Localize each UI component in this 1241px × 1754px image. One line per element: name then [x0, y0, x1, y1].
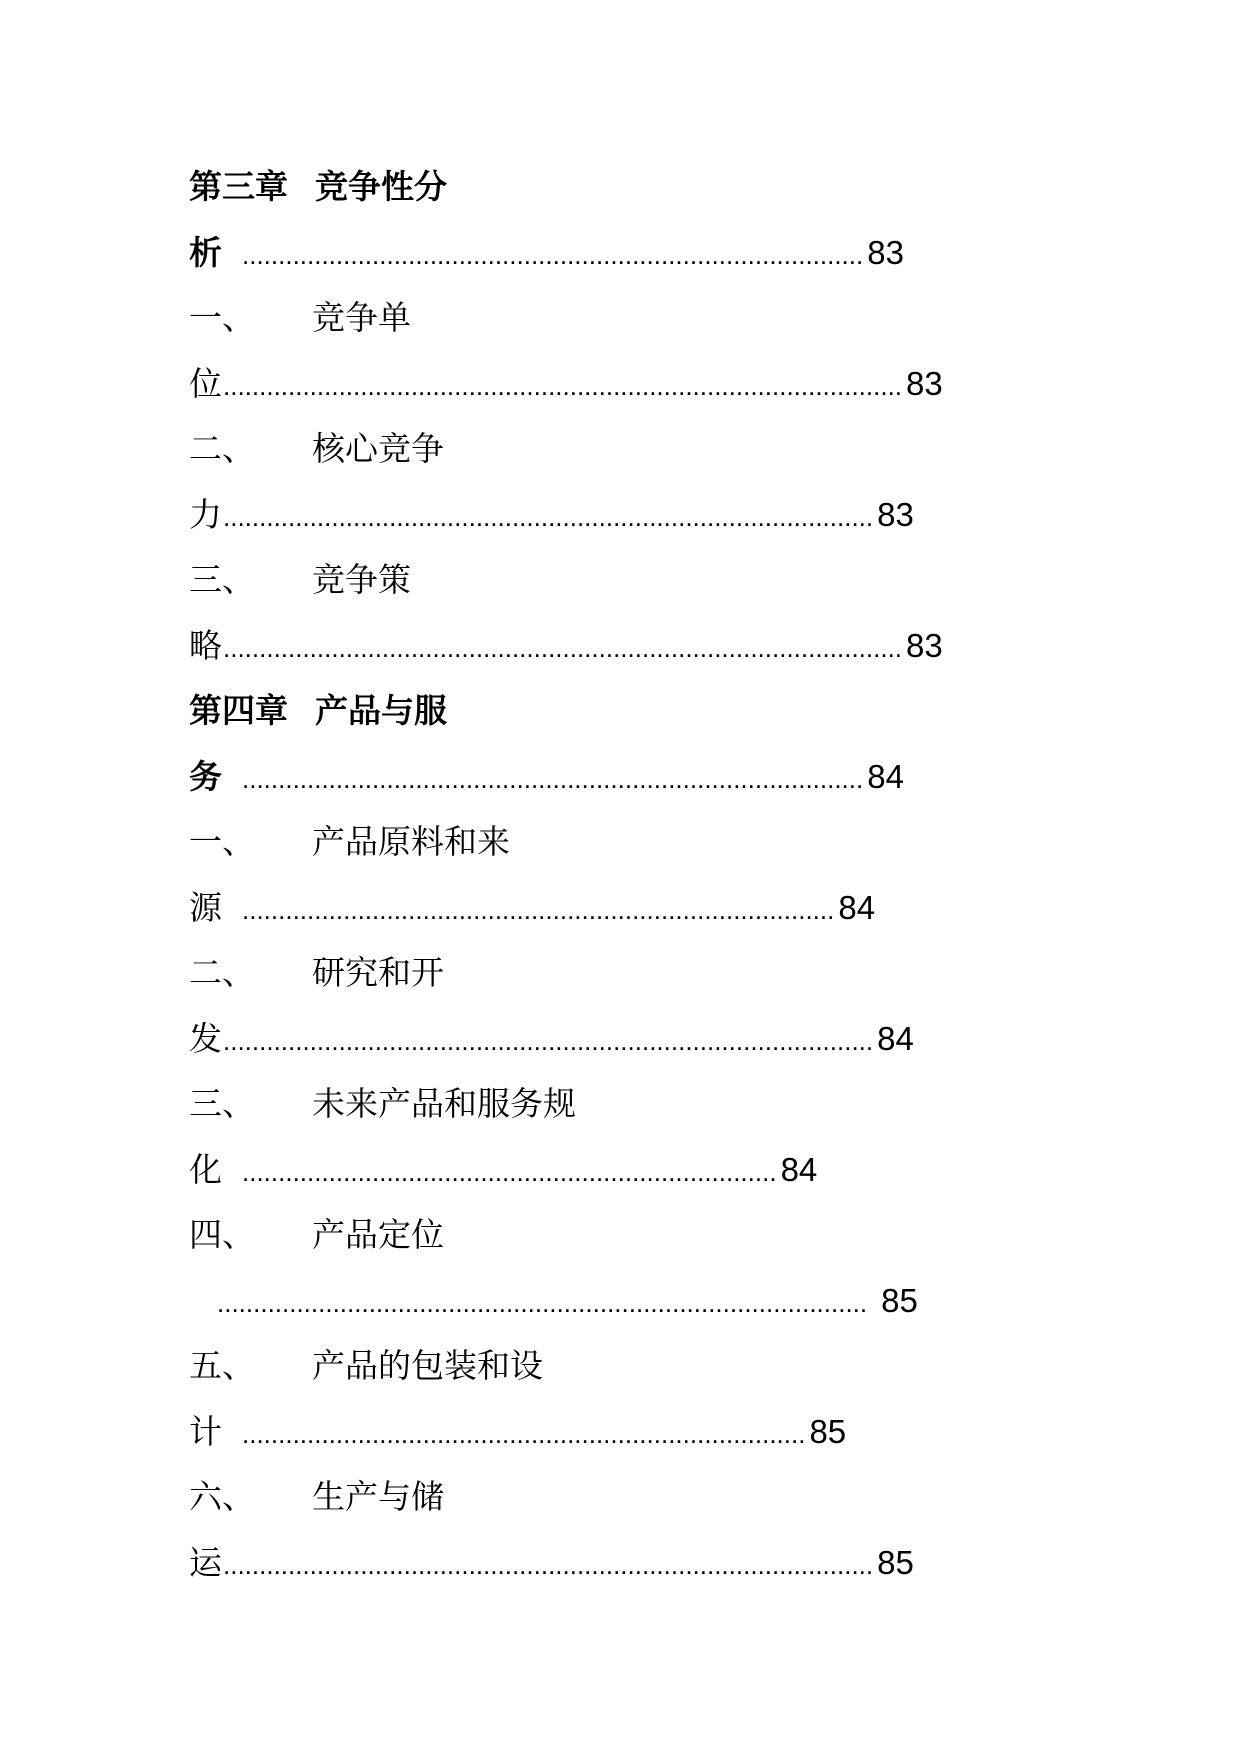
section-title: 核心竞争 — [312, 430, 444, 467]
chapter-number: 第三章 — [189, 168, 288, 205]
section-title: 研究和开 — [312, 954, 444, 991]
section-title: 产品原料和来 — [312, 823, 510, 860]
section-title: 生产与储 — [312, 1478, 444, 1515]
section-4-4-entry[interactable] — [0, 1268, 1241, 1334]
section-title-continued: 力 — [189, 495, 222, 533]
section-index: 二、 — [189, 430, 255, 467]
page-number: 85 — [809, 1412, 847, 1450]
dot-leader: .......................................................................................... — [223, 1025, 874, 1056]
section-3-1-entry[interactable] — [0, 351, 1241, 417]
chapter-title: 竞争性分 — [315, 168, 447, 205]
chapter-3-entry[interactable] — [0, 220, 1241, 286]
section-4-5-heading — [0, 1333, 1241, 1399]
section-4-4-heading — [0, 1202, 1241, 1268]
table-of-contents — [0, 154, 1241, 1595]
section-index: 二、 — [189, 954, 255, 991]
section-title: 产品定位 — [312, 1216, 444, 1253]
chapter-title-continued: 务 — [189, 757, 222, 795]
section-title: 竞争单 — [312, 299, 411, 336]
dot-leader: .............................................................................. — [242, 1418, 806, 1449]
chapter-4-heading — [0, 678, 1241, 744]
section-3-2-heading — [0, 416, 1241, 482]
section-title: 竞争策 — [312, 561, 411, 598]
section-4-1-entry[interactable] — [0, 875, 1241, 941]
chapter-4-entry[interactable] — [0, 744, 1241, 810]
section-index: 六、 — [189, 1478, 255, 1515]
page-number: 84 — [877, 1019, 914, 1057]
dot-leader: .................................................................................. — [242, 894, 835, 925]
dot-leader: .............................................................................................. — [223, 370, 903, 401]
section-title-continued: 发 — [189, 1019, 222, 1057]
dot-leader: .......................................................................................... — [223, 1549, 874, 1580]
section-4-2-heading — [0, 940, 1241, 1006]
section-index: 四、 — [189, 1216, 255, 1253]
section-title-continued: 位 — [189, 364, 222, 402]
page-number: 83 — [877, 495, 914, 533]
section-3-3-entry[interactable] — [0, 613, 1241, 679]
section-index: 三、 — [189, 561, 255, 598]
section-4-3-heading — [0, 1071, 1241, 1137]
page-number: 83 — [867, 233, 904, 271]
section-3-1-heading — [0, 285, 1241, 351]
page-number: 83 — [906, 626, 943, 664]
section-title-continued: 运 — [189, 1543, 222, 1581]
section-title-continued: 化 — [189, 1150, 222, 1188]
section-title: 产品的包装和设 — [312, 1347, 543, 1384]
page-number: 85 — [877, 1543, 914, 1581]
section-4-3-entry[interactable] — [0, 1137, 1241, 1203]
section-4-5-entry[interactable] — [0, 1399, 1241, 1465]
dot-leader: ...................................................................................... — [242, 763, 864, 794]
section-title-continued: 略 — [189, 626, 222, 664]
section-title-continued: 源 — [189, 888, 222, 926]
dot-leader: .......................................................................... — [242, 1156, 777, 1187]
chapter-number: 第四章 — [189, 692, 288, 729]
chapter-title: 产品与服 — [315, 692, 447, 729]
section-title-continued: 计 — [189, 1412, 222, 1450]
section-4-6-heading — [0, 1464, 1241, 1530]
dot-leader: .......................................................................................... — [217, 1287, 868, 1318]
page-number: 85 — [881, 1281, 918, 1319]
section-4-1-heading — [0, 809, 1241, 875]
chapter-title-continued: 析 — [189, 233, 222, 271]
dot-leader: .......................................................................................... — [223, 501, 874, 532]
chapter-3-heading — [0, 154, 1241, 220]
page-number: 84 — [867, 757, 904, 795]
section-index: 一、 — [189, 299, 255, 336]
page-number: 84 — [838, 888, 876, 926]
section-index: 三、 — [189, 1085, 255, 1122]
section-4-2-entry[interactable] — [0, 1006, 1241, 1072]
dot-leader: .............................................................................................. — [223, 632, 903, 663]
page-number: 84 — [780, 1150, 818, 1188]
section-title: 未来产品和服务规 — [312, 1085, 576, 1122]
section-3-2-entry[interactable] — [0, 482, 1241, 548]
section-index: 一、 — [189, 823, 255, 860]
section-index: 五、 — [189, 1347, 255, 1384]
section-4-6-entry[interactable] — [0, 1530, 1241, 1596]
page-number: 83 — [906, 364, 943, 402]
dot-leader: ...................................................................................... — [242, 239, 864, 270]
section-3-3-heading — [0, 547, 1241, 613]
